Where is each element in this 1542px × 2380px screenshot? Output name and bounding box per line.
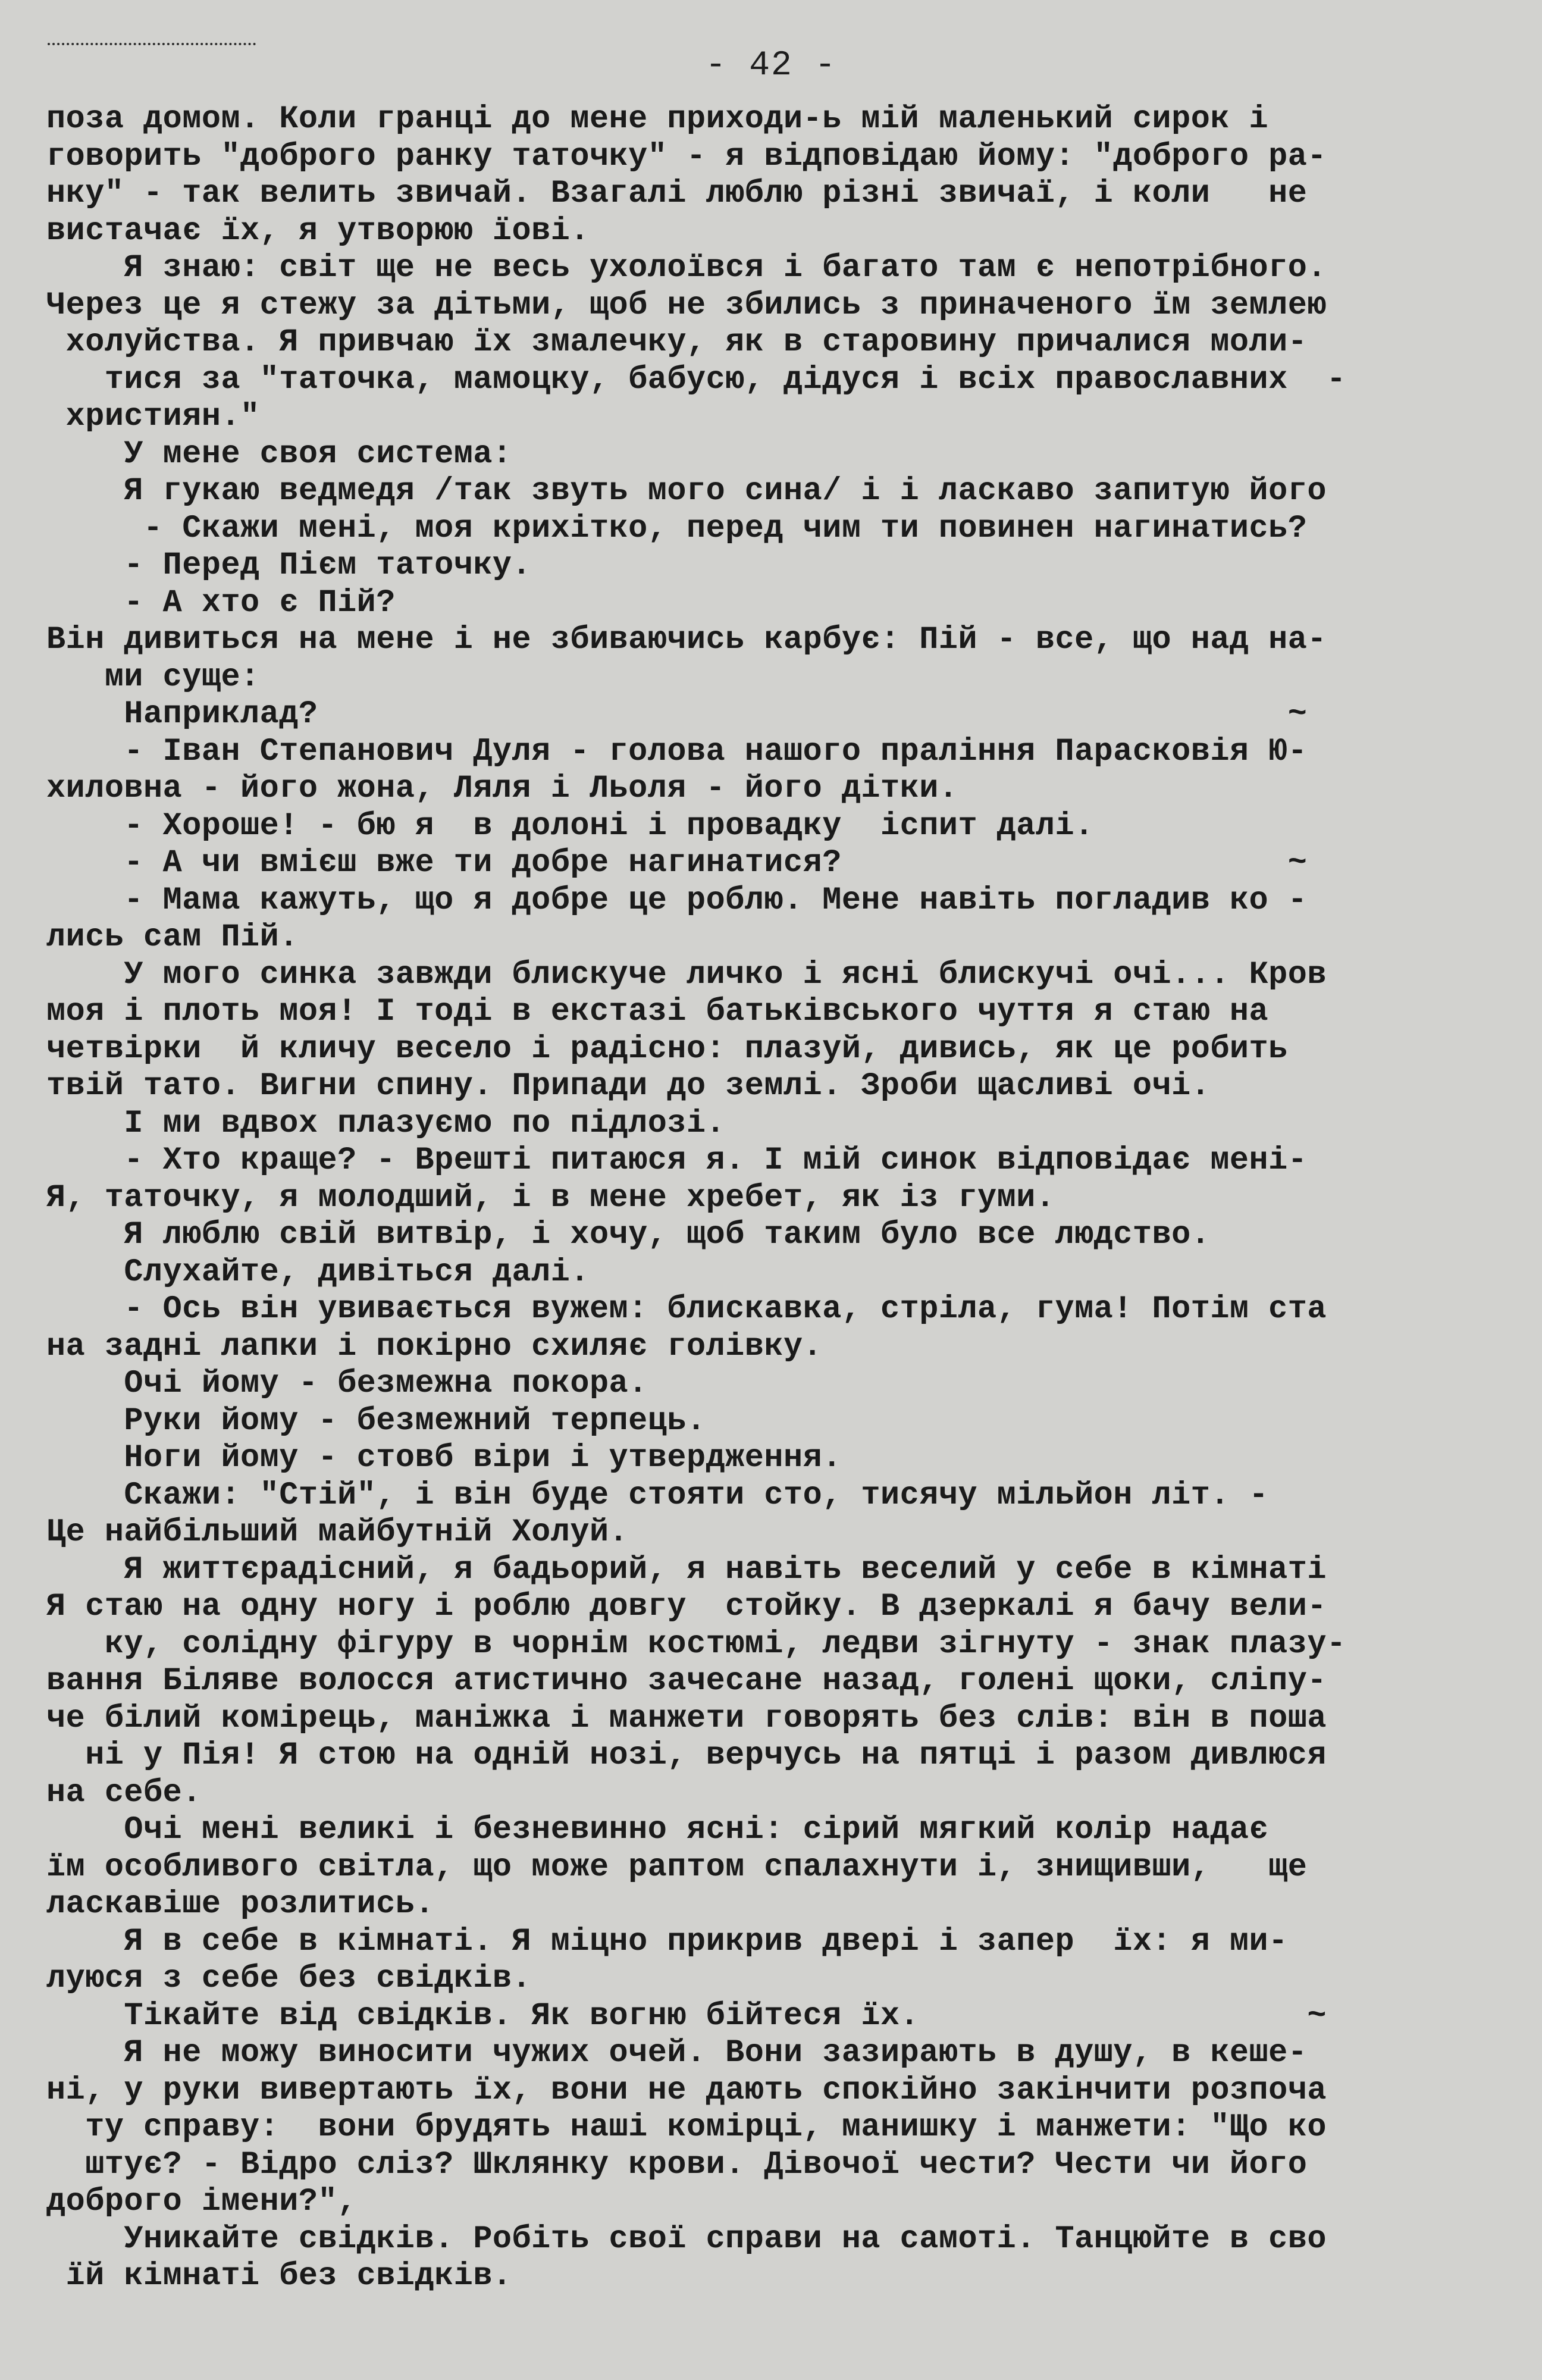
text-line: християн." — [46, 399, 260, 435]
text-line: Я знаю: світ ще не весь ухолоївся і багато там є непотрібного. — [46, 250, 1327, 286]
text-line: твій тато. Вигни спину. Припади до землі. Зроби щасливі очі. — [46, 1068, 1211, 1104]
text-line: на себе. — [46, 1774, 202, 1811]
text-line: нку" - так велить звичай. Взагалі люблю різні звичаї, і коли не — [46, 176, 1308, 212]
text-line: - Ось він увивається вужем: блискавка, стріла, гума! Потім ста — [46, 1291, 1327, 1327]
text-line: ку, солідну фігуру в чорнім костюмі, ледви зігнуту - знак плазу- — [46, 1626, 1346, 1662]
text-line: - Іван Степанович Дуля - голова нашого праління Парасковія Ю- — [46, 733, 1308, 770]
text-line: Тікайте від свідків. Як вогню бійтеся їх. ~ — [46, 1997, 1327, 2034]
text-line: ласкавіше розлитись. — [46, 1886, 435, 1922]
text-line: тися за "таточка, мамоцку, бабусю, дідуся і всіх православних - — [46, 361, 1346, 398]
typewritten-text-body — [46, 101, 1509, 2296]
text-line: луюся з себе без свідків. — [46, 1961, 532, 1997]
top-dotted-rule — [48, 43, 256, 45]
text-line: лись сам Пій. — [46, 919, 299, 956]
text-line: вання Біляве волосся атистично зачесане назад, голені щоки, сліпу- — [46, 1663, 1327, 1699]
text-line: вистачає їх, я утворюю їові. — [46, 212, 590, 249]
text-line: - Скажи мені, моя крихітко, перед чим ти повинен нагинатись? — [46, 510, 1308, 547]
text-line: Скажи: "Стій", і він буде стояти сто, тисячу мільйон літ. - — [46, 1477, 1269, 1514]
text-line: - Мама кажуть, що я добре це роблю. Мене навіть погладив ко - — [46, 882, 1308, 919]
text-line: говорить "доброго ранку таточку" - я відповідаю йому: "доброго ра- — [46, 138, 1327, 175]
text-line: Очі йому - безмежна покора. — [46, 1366, 648, 1402]
text-line: Ноги йому - стовб віри і утвердження. — [46, 1440, 842, 1476]
text-line: Я гукаю ведмедя /так звуть мого сина/ і і ласкаво запитую його — [46, 473, 1327, 509]
text-line: хиловна - його жона, Ляля і Льоля - його дітки. — [46, 771, 958, 807]
text-line: штує? - Відро сліз? Шклянку крови. Дівочої чести? Чести чи його — [46, 2146, 1308, 2183]
text-line: холуйства. Я привчаю їх змалечку, як в старовину причалися моли- — [46, 324, 1308, 361]
text-line: їм особливого світла, що може раптом спалахнути і, знищивши, ще — [46, 1849, 1308, 1886]
text-line: Я люблю свій витвір, і хочу, щоб таким було все людство. — [46, 1217, 1211, 1253]
text-line: поза домом. Коли гранці до мене приходи-ь мій маленький сирок і — [46, 101, 1269, 137]
text-line: Це найбільший майбутній Холуй. — [46, 1514, 629, 1551]
text-line: Я не можу виносити чужих очей. Вони зазирають в душу, в кеше- — [46, 2035, 1308, 2071]
text-line: Я стаю на одну ногу і роблю довгу стойку. В дзеркалі я бачу вели- — [46, 1589, 1327, 1625]
text-line: на задні лапки і покірно схиляє голівку. — [46, 1328, 823, 1365]
text-line: ми суще: — [46, 659, 260, 696]
text-line: Я, таточку, я молодший, і в мене хребет, як із гуми. — [46, 1179, 1055, 1216]
text-line: Руки йому - безмежний терпець. — [46, 1402, 706, 1439]
text-line: Я життєрадісний, я бадьорий, я навіть веселий у себе в кімнаті — [46, 1551, 1327, 1588]
text-line: - Хороше! - бю я в долоні і провадку іспит далі. — [46, 807, 1094, 844]
text-line: - А чи вмієш вже ти добре нагинатися? ~ — [46, 845, 1308, 881]
text-line: їй кімнаті без свідків. — [46, 2258, 512, 2294]
text-line: - Перед Пієм таточку. — [46, 547, 532, 584]
text-line: ні, у руки вивертають їх, вони не дають спокійно закінчити розпоча — [46, 2072, 1327, 2109]
text-line: Я в себе в кімнаті. Я міцно прикрив двері і запер їх: я ми- — [46, 1923, 1288, 1960]
text-line: Через це я стежу за дітьми, щоб не збились з приначеного їм землею — [46, 287, 1327, 324]
text-line: моя і плоть моя! І тоді в екстазі батьківського чуття я стаю на — [46, 994, 1269, 1030]
text-line: Очі мені великі і безневинно ясні: сірий мягкий колір надає — [46, 1812, 1269, 1848]
text-line: доброго імени?", — [46, 2184, 357, 2220]
text-line: І ми вдвох плазуємо по підлозі. — [46, 1105, 726, 1142]
text-line: Наприклад? ~ — [46, 696, 1308, 732]
text-line: - Хто краще? - Врешті питаюся я. І мій синок відповідає мені- — [46, 1142, 1308, 1179]
text-line: Він дивиться на мене і не збиваючись карбує: Пій - все, що над на- — [46, 622, 1327, 658]
text-line: У мого синка завжди блискуче личко і ясні блискучі очі... Кров — [46, 956, 1327, 993]
text-line: ту справу: вони брудять наші комірці, манишку і манжети: "Що ко — [46, 2109, 1327, 2146]
text-line: - А хто є Пій? — [46, 584, 396, 621]
text-line: Слухайте, дивіться далі. — [46, 1254, 590, 1291]
text-line: У мене своя система: — [46, 436, 512, 472]
page-number: - 42 - — [705, 46, 837, 85]
text-line: че білий комірець, маніжка і манжети говорять без слів: він в поша — [46, 1700, 1327, 1737]
text-line: Уникайте свідків. Робіть свої справи на самоті. Танцюйте в сво — [46, 2221, 1327, 2257]
text-line: четвірки й кличу весело і радісно: плазуй, дивись, як це робить — [46, 1031, 1288, 1067]
text-line: ні у Пія! Я стою на одній нозі, верчусь на пятці і разом дивлюся — [46, 1737, 1327, 1774]
